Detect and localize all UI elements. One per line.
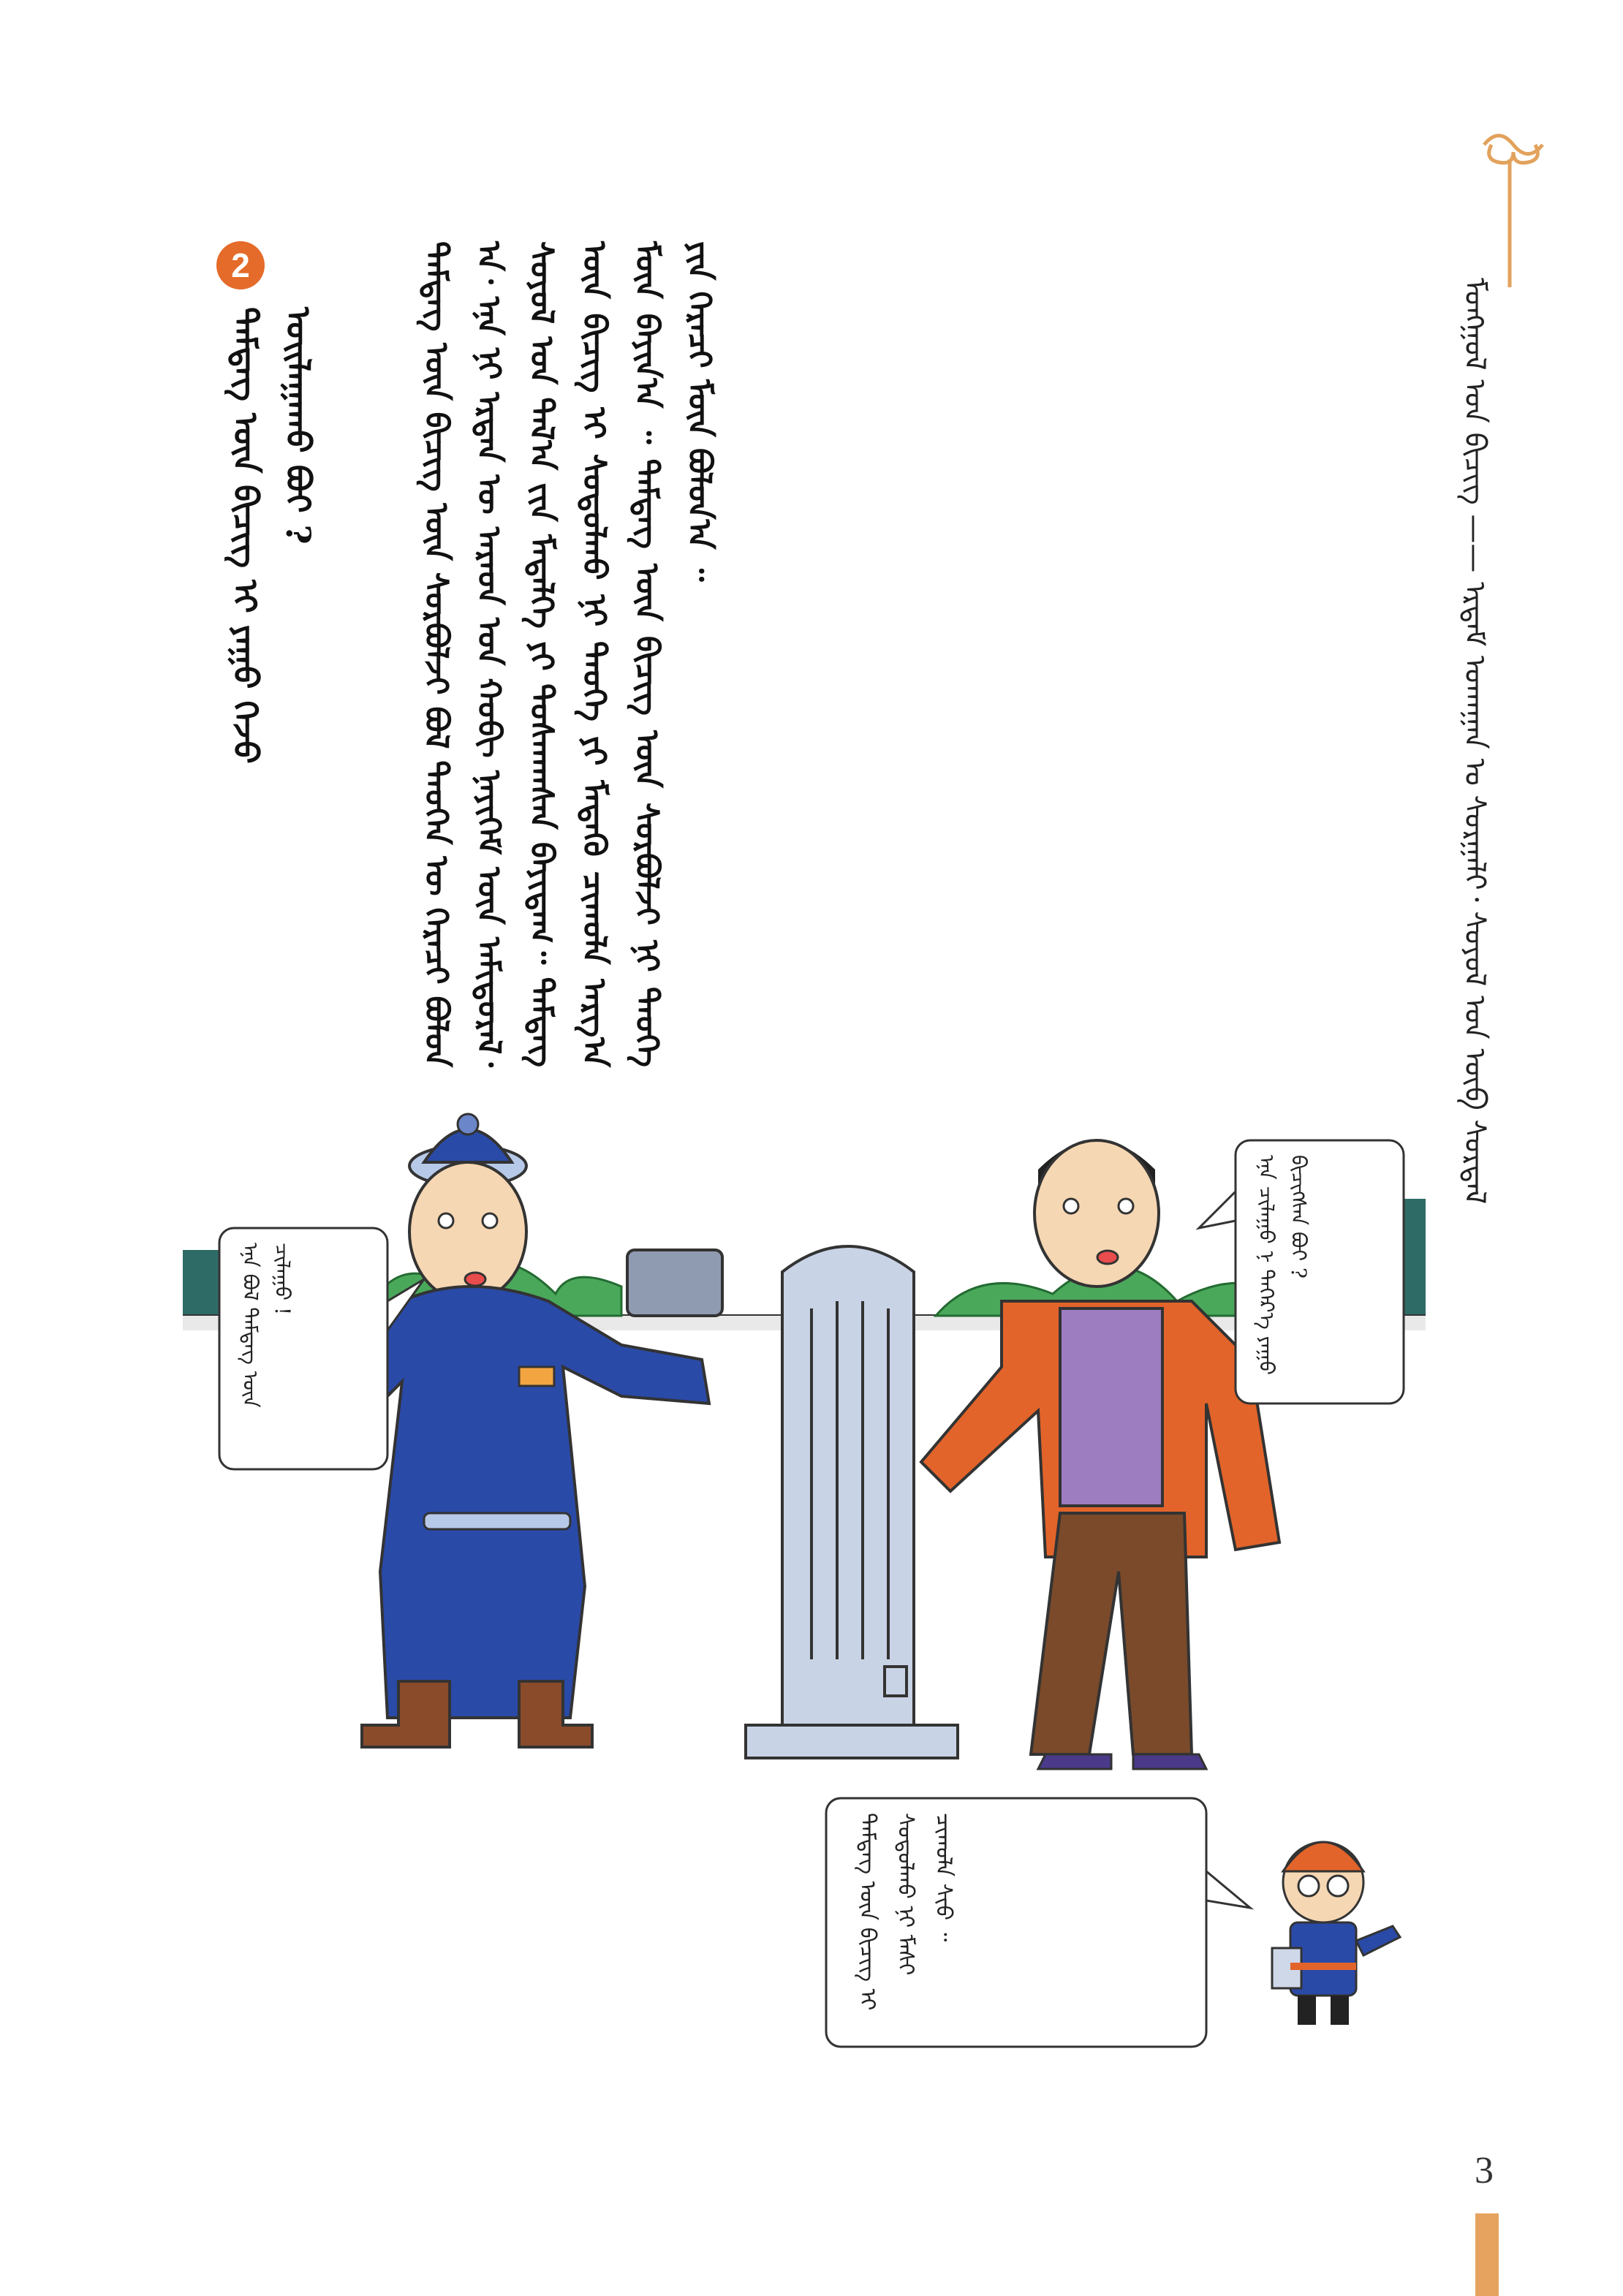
speech-bubble-boy — [826, 1798, 1250, 2047]
page-edge-tab — [1475, 2213, 1499, 2296]
bubble-text-left: ᠡᠨᠡ ᠪᠣᠯ ᠲᠡᠮᠳᠡᠭ ᠦᠨ ᠴᠢᠯᠠᠭᠤ ! — [238, 1243, 295, 1408]
man-in-orange-coat — [921, 1140, 1279, 1769]
running-header: ᠮᠣᠩᠭᠣᠯ ᠤᠨ ᠪᠢᠴᠢᠭ —— ᠡᠷᠳᠡᠮ ᠤᠬᠠᠭᠠᠨ ᠤ ᠰᠤᠷᠭᠠᠯᠢ᠂ ᠰᠤᠶᠤᠯ ᠤᠨ ᠦᠪ ᠰᠤᠷᠲᠠᠯ — [1458, 278, 1491, 1205]
stele-illustration — [183, 1104, 1426, 1791]
bubble-text-right: ᠡᠨᠡ ᠴᠢᠯᠠᠭᠤ ᠨ ᠳᠡᠭᠡᠷ᠎ᠡ ᠶᠠᠭᠤ ᠪᠢᠴᠢᠭᠰᠡᠨ ᠪᠤᠢ ? — [1255, 1155, 1311, 1376]
bubble-text-boy: ᠲᠡᠮᠳᠡᠭ ᠦᠨ ᠪᠢᠴᠢᠭ ᠢ ᠰᠤᠳᠤᠯᠬᠤ ᠨᠢ ᠮᠠᠰᠢ ᠴᠢᠬᠤᠯᠠ ᠰᠢᠦ ᠃ — [855, 1813, 956, 2011]
boy-character — [1272, 1842, 1400, 2025]
question-number-badge: 2 — [216, 241, 265, 289]
ornament-icon — [1469, 123, 1550, 291]
man-in-blue-deel — [344, 1114, 709, 1747]
body-paragraph: ᠲᠡᠮᠳᠡᠭ ᠦᠨ ᠪᠢᠴᠢᠭ ᠦᠨ ᠰᠤᠷᠪᠤᠯᠵᠢ ᠪᠣᠯ ᠲᠡᠦᠬᠡᠨ ᠦ ᠭᠡᠷᠡᠴᠢ ᠪᠣᠯᠤᠨ ᠠ᠂ ᠡᠨᠡ ᠨᠢ ᠡᠷᠲᠡᠨ ᠦ ᠠᠷᠠᠳ ᠤᠨ ᠬᠤᠪᠢ ᠨᠡᠶᠢᠭᠡᠮ ᠦᠨ ᠠᠮᠢᠳᠤᠷᠠᠯ᠂ ᠰᠣᠶᠤᠯ ᠤᠨ ᠲᠠᠯ᠎ᠠ ᠵᠢᠨ ᠮᠡᠳᠡᠯᠭᠡ ᠶᠢ ᠲᠤᠰᠬᠠᠭᠰᠠᠨ ᠪᠠᠶᠢᠳᠠᠭ᠃ ᠲᠡᠮᠳᠡᠭ ᠦᠨ ᠪᠢᠴᠢᠭ ᠢ ᠰᠤᠳᠤᠯᠬᠤ ᠨᠢ ᠲᠡᠦᠬᠡ ᠶᠢ ᠮᠡᠳᠡᠬᠦ ᠴᠢᠬᠤᠯᠠ ᠠᠷᠭ᠎ᠠ ᠮᠥᠨ ᠪᠠᠶᠢᠨ᠎ᠠ ᠃ ᠲᠡᠮᠳᠡᠭ ᠦᠨ ᠪᠢᠴᠢᠭ ᠦᠨ ᠰᠤᠷᠪᠤᠯᠵᠢ ᠨᠢ ᠲᠡᠦᠬᠡ ᠶᠢᠨ ᠭᠡᠷᠡᠴᠢ ᠮᠥᠨ ᠪᠣᠯᠤᠨ᠎ᠠ ᠃ — [417, 241, 718, 1067]
question-text: ᠲᠡᠮᠳᠡᠭ ᠦᠨ ᠪᠢᠴᠢᠭ ᠢ ᠶᠠᠭᠤ ᠭᠡᠵᠦ ᠣᠢᠯᠠᠭᠠᠬᠤ ᠪᠤᠢ ? — [226, 307, 318, 764]
boy-with-bubble-illustration — [804, 1784, 1418, 2061]
page-number: 3 — [1475, 2150, 1494, 2191]
